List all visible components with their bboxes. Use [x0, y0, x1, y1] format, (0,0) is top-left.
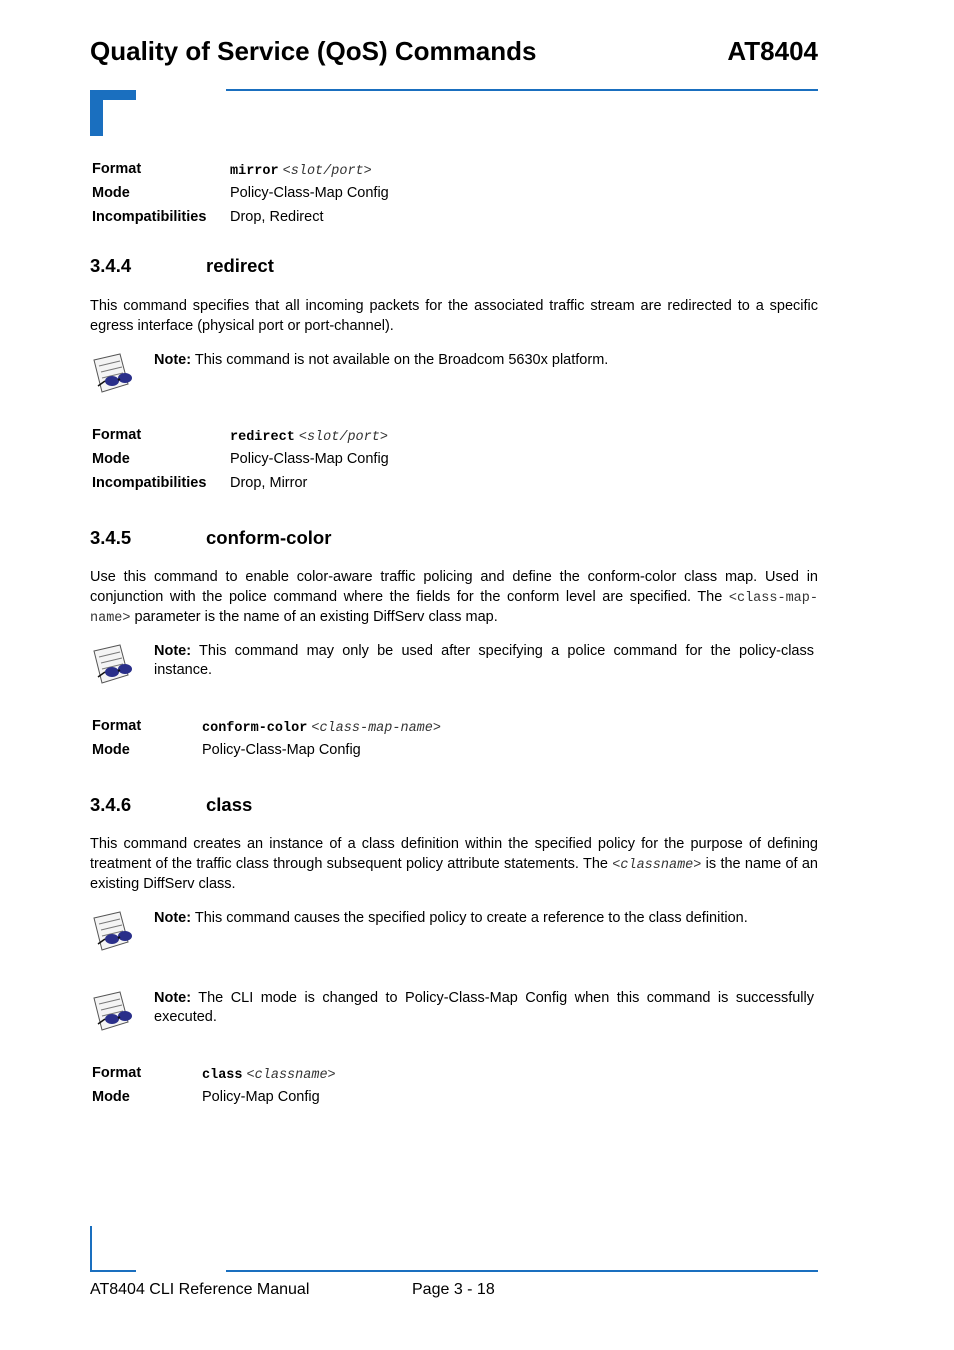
section-number-conform-color: 3.4.5 [90, 527, 132, 548]
footer-manual-title: AT8404 CLI Reference Manual [90, 1281, 310, 1298]
footer-page-number: Page 3 - 18 [412, 1281, 495, 1298]
page-header-title: Quality of Service (QoS) Commands [90, 36, 537, 66]
redirect-description: This command specifies that all incoming packets for the associated traffic stream are redirected to a specific egress interface (physical port or port-channel). [90, 298, 818, 334]
conform-color-mode-value: Policy-Class-Map Config [202, 742, 361, 758]
redirect-mode-value: Policy-Class-Map Config [230, 451, 389, 467]
section-title-class: class [206, 794, 253, 815]
mirror-incompat-value: Drop, Redirect [230, 209, 324, 225]
note-text: This command is not available on the Broadcom 5630x platform. [194, 352, 609, 368]
redirect-format-label: Format [92, 427, 142, 443]
page-header-model: AT8404 [727, 36, 818, 66]
class-mode-label: Mode [92, 1089, 130, 1105]
redirect-mode-label: Mode [92, 451, 130, 467]
class-description [90, 835, 818, 895]
class-format-value [202, 1066, 336, 1083]
section-title-redirect: redirect [206, 255, 274, 276]
desc-part-2: parameter is the name of an existing DiffServ class map. [130, 609, 498, 625]
mirror-format-cmd: mirror [230, 164, 279, 179]
class-note-2 [154, 989, 814, 1026]
conform-color-description [90, 568, 818, 629]
redirect-format-arg: <slot/port> [298, 430, 388, 445]
note-text: This command causes the specified policy to create a reference to the class definition. [194, 910, 748, 926]
desc-code: <classname> [612, 857, 702, 873]
conform-color-note [154, 642, 814, 679]
note-icon [90, 908, 136, 954]
redirect-incompat-value: Drop, Mirror [230, 475, 308, 491]
note-label: Note: [154, 643, 192, 659]
class-format-cmd: class [202, 1068, 243, 1083]
conform-color-format-cmd: conform-color [202, 721, 308, 736]
mirror-mode-label: Mode [92, 185, 130, 201]
conform-color-format-value [202, 719, 441, 736]
section-title-conform-color: conform-color [206, 527, 332, 548]
footer-rule [226, 1270, 818, 1272]
note-text: The CLI mode is changed to Policy-Class-Map Config when this command is successfully executed. [154, 990, 814, 1025]
note-icon [90, 350, 136, 396]
note-icon [90, 988, 136, 1034]
redirect-format-value [230, 428, 388, 445]
desc-part-1: This command creates an instance of a class definition within the specified policy for the purpose of defining treatment of the traffic class through subsequent policy attribute statements. The [90, 836, 818, 872]
redirect-note [154, 351, 814, 370]
corner-mark-bottom-horizontal [90, 1270, 136, 1272]
mirror-format-label: Format [92, 161, 142, 177]
conform-color-format-label: Format [92, 718, 142, 734]
corner-mark-top-vertical [90, 90, 103, 136]
redirect-format-cmd: redirect [230, 430, 295, 445]
section-number-class: 3.4.6 [90, 794, 132, 815]
desc-part-1: Use this command to enable color-aware traffic policing and define the conform-color class map. Used in conjunction with the police command where the fields for the conform level are specified. The [90, 569, 818, 605]
section-number-redirect: 3.4.4 [90, 255, 132, 276]
conform-color-mode-label: Mode [92, 742, 130, 758]
class-mode-value: Policy-Map Config [202, 1089, 320, 1105]
class-note-1 [154, 909, 814, 928]
desc-code: <class-map-name> [90, 590, 818, 626]
class-format-label: Format [92, 1065, 142, 1081]
header-rule [226, 89, 818, 91]
note-label: Note: [154, 910, 192, 926]
note-label: Note: [154, 990, 192, 1006]
mirror-incompat-label: Incompatibilities [92, 209, 207, 225]
note-label: Note: [154, 352, 192, 368]
mirror-format-arg: <slot/port> [282, 164, 372, 179]
mirror-mode-value: Policy-Class-Map Config [230, 185, 389, 201]
redirect-incompat-label: Incompatibilities [92, 475, 207, 491]
mirror-format-value [230, 162, 372, 179]
note-icon [90, 641, 136, 687]
conform-color-format-arg: <class-map-name> [311, 721, 441, 736]
corner-mark-bottom-vertical [90, 1226, 92, 1272]
desc-part-2: is the name of an existing DiffServ class. [90, 855, 818, 892]
note-text: This command may only be used after specifying a police command for the policy-class instance. [154, 643, 814, 678]
class-format-arg: <classname> [246, 1068, 336, 1083]
